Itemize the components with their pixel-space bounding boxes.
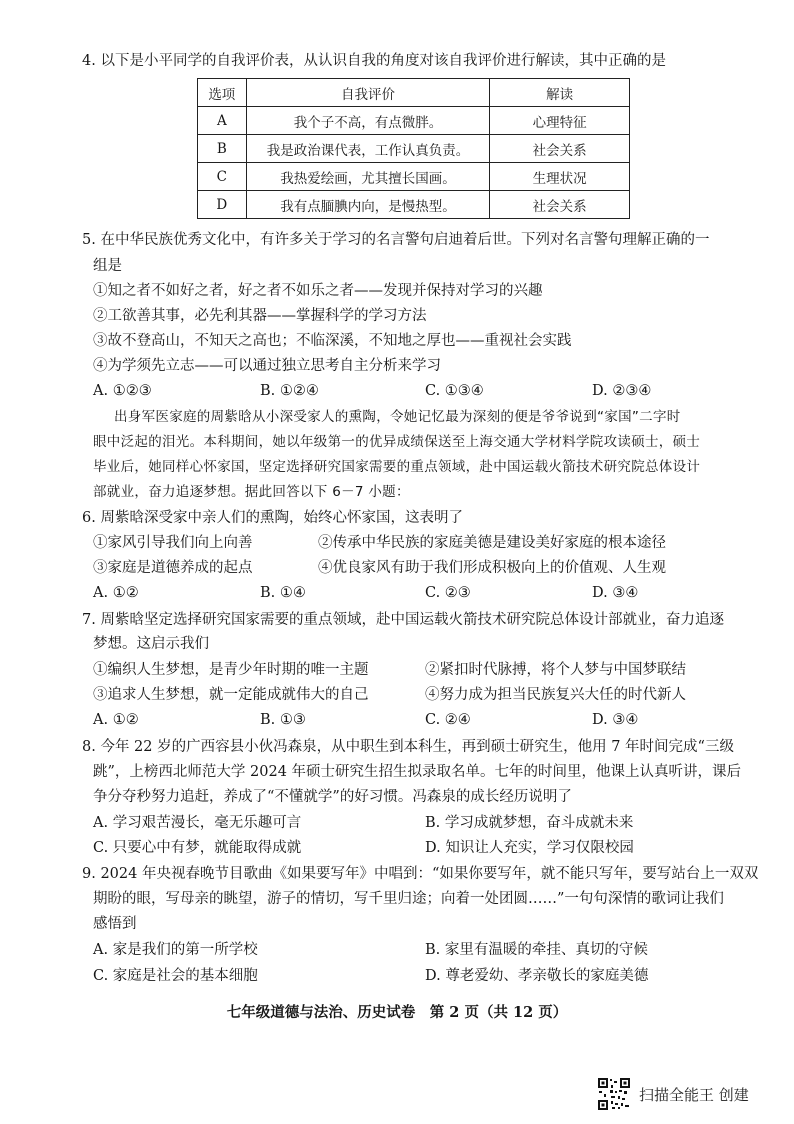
q7-item-1: ①编织人生梦想，是青少年时期的唯一主题	[93, 662, 369, 678]
q5-option-c: C. ①③④	[425, 383, 484, 399]
q9-option-a: A. 家是我们的第一所学校	[93, 942, 258, 958]
q8-stem-line2: 跳”，上榜西北师范大学 2024 年硕士研究生招生拟录取名单。七年的时间里，他课上认真听讲，课后	[93, 764, 742, 780]
passage-line-1: 出身军医家庭的周紫晗从小深受家人的熏陶，令她记忆最为深刻的便是爷爷说到“家国”二字时	[114, 409, 681, 425]
header-option: 选项	[198, 79, 247, 107]
table-cell: 我个子不高，有点微胖。	[246, 107, 490, 135]
header-self-evaluation: 自我评价	[246, 79, 490, 107]
passage-line-2: 眼中泛起的泪光。本科期间，她以年级第一的优异成绩保送至上海交通大学材料学院攻读硕士，硕士	[93, 434, 701, 450]
q8-option-d: D. 知识让人充实，学习仅限校园	[425, 840, 634, 856]
q8-stem-line3: 争分夺秒努力追赶，养成了“不懂就学”的好习惯。冯森泉的成长经历说明了	[93, 789, 572, 805]
q7-item-4: ④努力成为担当民族复兴大任的时代新人	[425, 687, 686, 703]
q6-item-1: ①家风引导我们向上向善	[93, 535, 253, 551]
q6-option-c: C. ②③	[425, 585, 471, 601]
q9-option-b: B. 家里有温暖的牵挂、真切的守候	[425, 942, 648, 958]
q5-option-b: B. ①②④	[260, 383, 319, 399]
q7-stem-line1: 7. 周紫晗坚定选择研究国家需要的重点领域，赴中国运载火箭技术研究院总体设计部就业，奋力追逐	[82, 612, 724, 628]
q8-option-b: B. 学习成就梦想，奋斗成就未来	[425, 815, 634, 831]
q6-option-a: A. ①②	[93, 585, 139, 601]
table-row	[198, 107, 630, 135]
table-row	[198, 135, 630, 163]
q9-stem-line1: 9. 2024 年央视春晚节目歌曲《如果要写年》中唱到：“如果你要写年，就不能只写年，要写站台上一双双	[82, 866, 759, 882]
q5-item-4: ④为学须先立志——可以通过独立思考自主分析来学习	[93, 358, 441, 374]
q6-option-b: B. ①④	[260, 585, 306, 601]
q5-item-3: ③故不登高山，不知天之高也；不临深溪，不知地之厚也——重视社会实践	[93, 333, 572, 349]
header-interpretation: 解读	[490, 79, 630, 107]
q9-option-c: C. 家庭是社会的基本细胞	[93, 968, 258, 984]
table-cell: D	[198, 191, 247, 219]
q6-item-2: ②传承中华民族的家庭美德是建设美好家庭的根本途径	[318, 535, 666, 551]
table-row	[198, 191, 630, 219]
table-cell: B	[198, 135, 247, 163]
q7-item-3: ③追求人生梦想，就一定能成就伟大的自己	[93, 687, 369, 703]
table-cell: C	[198, 163, 247, 191]
qr-code-icon	[597, 1077, 631, 1111]
q9-stem-line3: 感悟到	[93, 916, 137, 932]
passage-line-4: 部就业，奋力追逐梦想。据此回答以下 6－7 小题：	[93, 484, 410, 500]
q7-option-d: D. ③④	[592, 712, 639, 728]
q5-option-d: D. ②③④	[592, 383, 652, 399]
q7-option-b: B. ①③	[260, 712, 306, 728]
table-cell: 我是政治课代表，工作认真负责。	[246, 135, 490, 163]
q8-option-a: A. 学习艰苦漫长，毫无乐趣可言	[93, 815, 302, 831]
q5-stem-line1: 5. 在中华民族优秀文化中，有许多关于学习的名言警句启迪着后世。下列对名言警句理解正确的一	[82, 232, 710, 248]
q5-option-a: A. ①②③	[93, 383, 152, 399]
table-header-row	[198, 79, 630, 107]
q7-option-a: A. ①②	[93, 712, 139, 728]
table-row	[198, 163, 630, 191]
q4-stem: 4. 以下是小平同学的自我评价表，从认识自我的角度对该自我评价进行解读，其中正确的是	[82, 53, 666, 69]
q6-item-4: ④优良家风有助于我们形成积极向上的价值观、人生观	[318, 560, 666, 576]
q6-stem: 6. 周紫晗深受家中亲人们的熏陶，始终心怀家国，这表明了	[82, 510, 463, 526]
q8-stem-line1: 8. 今年 22 岁的广西容县小伙冯森泉，从中职生到本科生，再到硕士研究生，他用 7 年时间完成“三级	[82, 739, 734, 755]
q9-stem-line2: 期盼的眼，写母亲的眺望，游子的情切，写千里归途；向着一处团圆……”一句句深情的歌词让我们	[93, 891, 724, 907]
scanner-watermark	[597, 1077, 749, 1111]
table-cell: 我有点腼腆内向，是慢热型。	[246, 191, 490, 219]
self-evaluation-table	[197, 78, 630, 219]
q8-option-c: C. 只要心中有梦，就能取得成就	[93, 840, 302, 856]
passage-line-3: 毕业后，她同样心怀家国，坚定选择研究国家需要的重点领域，赴中国运载火箭技术研究院总体设计	[93, 459, 701, 475]
table-cell: 心理特征	[490, 107, 630, 135]
table-cell: A	[198, 107, 247, 135]
q5-item-2: ②工欲善其事，必先利其器——掌握科学的学习方法	[93, 308, 427, 324]
table-cell: 社会关系	[490, 135, 630, 163]
q6-option-d: D. ③④	[592, 585, 639, 601]
table-cell: 社会关系	[490, 191, 630, 219]
q6-item-3: ③家庭是道德养成的起点	[93, 560, 253, 576]
table-cell: 我热爱绘画，尤其擅长国画。	[246, 163, 490, 191]
q5-item-1: ①知之者不如好之者，好之者不如乐之者——发现并保持对学习的兴趣	[93, 283, 543, 299]
page-footer: 七年级道德与法治、历史试卷 第 2 页（共 12 页）	[226, 1004, 568, 1021]
table-cell: 生理状况	[490, 163, 630, 191]
q7-stem-line2: 梦想。这启示我们	[93, 636, 209, 652]
q7-option-c: C. ②④	[425, 712, 471, 728]
q9-option-d: D. 尊老爱幼、孝亲敬长的家庭美德	[425, 968, 649, 984]
q5-stem-line2: 组是	[93, 258, 122, 274]
q7-item-2: ②紧扣时代脉搏，将个人梦与中国梦联结	[425, 662, 686, 678]
scanner-watermark-text: 扫描全能王 创建	[639, 1085, 749, 1104]
